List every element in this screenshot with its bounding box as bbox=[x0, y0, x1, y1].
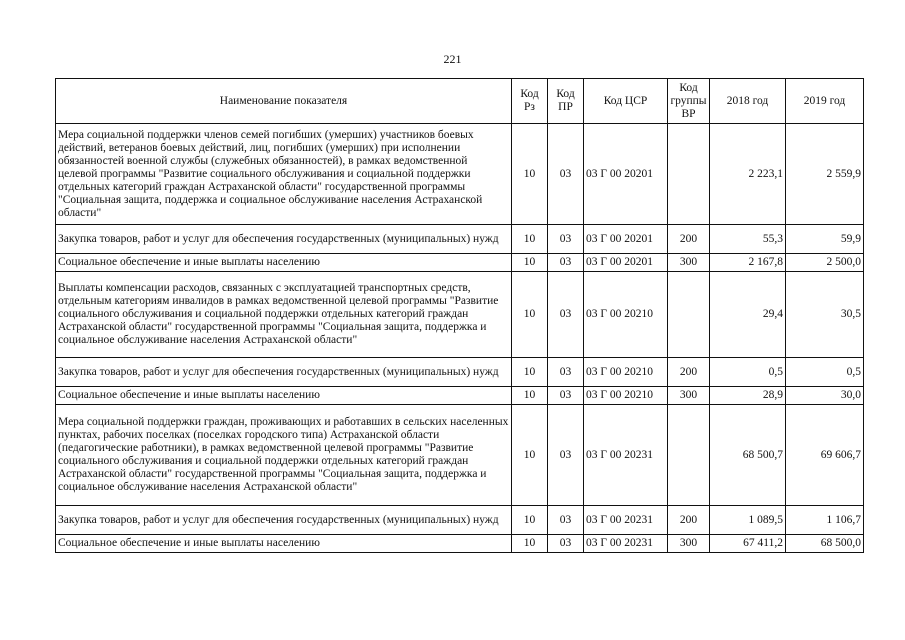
row-2018: 29,4 bbox=[710, 272, 786, 358]
row-vr: 200 bbox=[668, 358, 710, 387]
row-vr: 200 bbox=[668, 225, 710, 254]
header-name: Наименование показателя bbox=[56, 79, 512, 124]
header-rz: Код Рз bbox=[512, 79, 548, 124]
row-vr bbox=[668, 124, 710, 225]
row-pr: 03 bbox=[548, 405, 584, 506]
row-name: Мера социальной поддержки граждан, проживающих и работавших в сельских населенных пунктах, рабочих поселках (поселках городского типа) Астраханской области (педагогические работники), в рамках ведомственной целевой программы "Развитие социального обслуживания и социальной поддержки отдельных категорий граждан Астраханской области" государственной программы "Социальная защита, поддержка и социальное обслуживание населения Астраханской области" bbox=[56, 405, 512, 506]
row-name: Закупка товаров, работ и услуг для обеспечения государственных (муниципальных) нужд bbox=[56, 506, 512, 535]
row-pr: 03 bbox=[548, 225, 584, 254]
row-vr bbox=[668, 405, 710, 506]
budget-table bbox=[55, 78, 864, 553]
row-2019: 69 606,7 bbox=[786, 405, 864, 506]
row-csr: 03 Г 00 20210 bbox=[584, 358, 668, 387]
row-2019: 0,5 bbox=[786, 358, 864, 387]
row-csr: 03 Г 00 20210 bbox=[584, 272, 668, 358]
row-rz: 10 bbox=[512, 405, 548, 506]
row-vr bbox=[668, 272, 710, 358]
row-2018: 2 167,8 bbox=[710, 254, 786, 272]
row-pr: 03 bbox=[548, 124, 584, 225]
row-rz: 10 bbox=[512, 535, 548, 553]
row-pr: 03 bbox=[548, 254, 584, 272]
table-row bbox=[56, 535, 864, 553]
row-csr: 03 Г 00 20210 bbox=[584, 387, 668, 405]
table-row bbox=[56, 358, 864, 387]
row-vr: 300 bbox=[668, 387, 710, 405]
row-name: Закупка товаров, работ и услуг для обеспечения государственных (муниципальных) нужд bbox=[56, 358, 512, 387]
header-2018: 2018 год bbox=[710, 79, 786, 124]
page-number: 221 bbox=[443, 52, 462, 66]
row-2019: 30,5 bbox=[786, 272, 864, 358]
row-csr: 03 Г 00 20231 bbox=[584, 405, 668, 506]
table-row bbox=[56, 272, 864, 358]
row-2019: 2 500,0 bbox=[786, 254, 864, 272]
row-vr: 200 bbox=[668, 506, 710, 535]
row-vr: 300 bbox=[668, 535, 710, 553]
row-2018: 68 500,7 bbox=[710, 405, 786, 506]
row-name: Выплаты компенсации расходов, связанных с эксплуатацией транспортных средств, отдельным категориям инвалидов в рамках ведомственной целевой программы "Развитие социального обслуживания и социальной поддержки отдельных категорий граждан Астраханской области" государственной программы "Социальная защита, поддержка и социальное обслуживание населения Астраханской области" bbox=[56, 272, 512, 358]
row-rz: 10 bbox=[512, 358, 548, 387]
row-2018: 55,3 bbox=[710, 225, 786, 254]
row-rz: 10 bbox=[512, 254, 548, 272]
row-2019: 59,9 bbox=[786, 225, 864, 254]
table-row bbox=[56, 254, 864, 272]
header-csr: Код ЦСР bbox=[584, 79, 668, 124]
row-2018: 1 089,5 bbox=[710, 506, 786, 535]
header-2019: 2019 год bbox=[786, 79, 864, 124]
row-2019: 1 106,7 bbox=[786, 506, 864, 535]
table-row bbox=[56, 405, 864, 506]
row-pr: 03 bbox=[548, 358, 584, 387]
row-csr: 03 Г 00 20231 bbox=[584, 506, 668, 535]
row-2019: 30,0 bbox=[786, 387, 864, 405]
row-csr: 03 Г 00 20201 bbox=[584, 124, 668, 225]
row-name: Социальное обеспечение и иные выплаты населению bbox=[56, 535, 512, 553]
row-csr: 03 Г 00 20231 bbox=[584, 535, 668, 553]
row-2018: 0,5 bbox=[710, 358, 786, 387]
row-csr: 03 Г 00 20201 bbox=[584, 225, 668, 254]
row-2018: 2 223,1 bbox=[710, 124, 786, 225]
row-name: Социальное обеспечение и иные выплаты населению bbox=[56, 254, 512, 272]
row-vr: 300 bbox=[668, 254, 710, 272]
row-name: Мера социальной поддержки членов семей погибших (умерших) участников боевых действий, ветеранов боевых действий, лиц, погибших (умерших) при исполнении обязанностей военной службы (служебных обязанностей), в рамках ведомственной целевой программы "Развитие социального обслуживания и социальной поддержки отдельных категорий граждан Астраханской области" государственной программы "Социальная защита, поддержка и социальное обслуживание населения Астраханской области" bbox=[56, 124, 512, 225]
row-rz: 10 bbox=[512, 387, 548, 405]
row-2018: 67 411,2 bbox=[710, 535, 786, 553]
table-row bbox=[56, 124, 864, 225]
row-2018: 28,9 bbox=[710, 387, 786, 405]
header-pr: Код ПР bbox=[548, 79, 584, 124]
row-csr: 03 Г 00 20201 bbox=[584, 254, 668, 272]
row-rz: 10 bbox=[512, 272, 548, 358]
row-2019: 68 500,0 bbox=[786, 535, 864, 553]
row-rz: 10 bbox=[512, 124, 548, 225]
row-pr: 03 bbox=[548, 387, 584, 405]
row-2019: 2 559,9 bbox=[786, 124, 864, 225]
row-name: Социальное обеспечение и иные выплаты населению bbox=[56, 387, 512, 405]
row-name: Закупка товаров, работ и услуг для обеспечения государственных (муниципальных) нужд bbox=[56, 225, 512, 254]
table-header-row bbox=[56, 79, 864, 124]
row-rz: 10 bbox=[512, 225, 548, 254]
header-vr: Код группы ВР bbox=[668, 79, 710, 124]
table-row bbox=[56, 225, 864, 254]
row-pr: 03 bbox=[548, 535, 584, 553]
table-row bbox=[56, 506, 864, 535]
row-pr: 03 bbox=[548, 506, 584, 535]
row-rz: 10 bbox=[512, 506, 548, 535]
row-pr: 03 bbox=[548, 272, 584, 358]
table-row bbox=[56, 387, 864, 405]
